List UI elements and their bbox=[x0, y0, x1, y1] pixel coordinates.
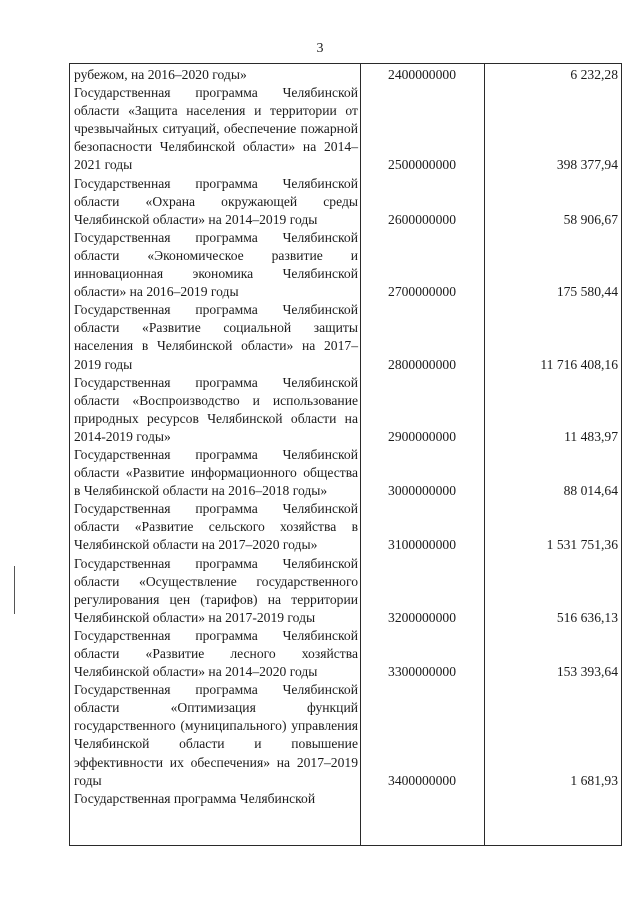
program-amount: 58 906,67 bbox=[563, 211, 618, 227]
program-amount: 88 014,64 bbox=[563, 483, 618, 499]
program-name: Государственная программа Челябинской области «Осуществление государственного регулирования цен (тарифов) на территории Челябинской области» на 2017-2019 годы bbox=[74, 555, 358, 625]
program-amount: 11 483,97 bbox=[564, 428, 618, 444]
table-row bbox=[70, 500, 623, 554]
program-code: 2700000000 bbox=[388, 284, 456, 300]
margin-scan-mark bbox=[14, 566, 15, 614]
program-name: рубежом, на 2016–2020 годы» bbox=[74, 67, 247, 82]
program-name: Государственная программа Челябинской области «Развитие сельского хозяйства в Челябинской области на 2017–2020 годы» bbox=[74, 501, 358, 553]
program-amount: 398 377,94 bbox=[556, 157, 618, 173]
table-row bbox=[70, 301, 623, 373]
table-rows bbox=[70, 66, 623, 808]
table-row bbox=[70, 175, 623, 229]
program-name: Государственная программа Челябинской области «Развитие лесного хозяйства Челябинской области» на 2014–2020 годы bbox=[74, 627, 358, 680]
program-amount: 11 716 408,16 bbox=[540, 356, 618, 372]
table-row bbox=[70, 374, 623, 446]
program-name: Государственная программа Челябинской области «Развитие социальной защиты населения в Челябинской области» на 2017–2019 годы bbox=[74, 302, 358, 372]
program-code: 3000000000 bbox=[388, 483, 456, 499]
program-name: Государственная программа Челябинской области «Воспроизводство и использование природных ресурсов Челябинской области на 2014-2019 годы» bbox=[74, 374, 358, 444]
program-amount: 6 232,28 bbox=[570, 67, 618, 82]
program-code: 2400000000 bbox=[388, 67, 456, 82]
table-row bbox=[70, 555, 623, 627]
table-row bbox=[70, 446, 623, 500]
table-row bbox=[70, 790, 623, 808]
program-code: 3200000000 bbox=[388, 609, 456, 625]
program-code: 2500000000 bbox=[388, 157, 456, 173]
program-name: Государственная программа Челябинской области «Охрана окружающей среды Челябинской области» на 2014–2019 годы bbox=[74, 175, 358, 227]
program-code: 3300000000 bbox=[388, 664, 456, 680]
program-code: 2900000000 bbox=[388, 428, 456, 444]
program-name: Государственная программа Челябинской области «Развитие информационного общества в Челябинской области на 2016–2018 годы» bbox=[74, 446, 358, 499]
budget-table bbox=[69, 63, 622, 846]
program-code: 3400000000 bbox=[388, 772, 456, 788]
table-row bbox=[70, 681, 623, 790]
table-row bbox=[70, 627, 623, 681]
program-code: 2600000000 bbox=[388, 211, 456, 227]
program-name: Государственная программа Челябинской области «Оптимизация функций государственного (муниципального) управления Челябинской области и повышение эффективности их обеспечения» на 2017–2019 годы bbox=[74, 682, 358, 788]
program-code: 3100000000 bbox=[388, 537, 456, 553]
page-number: 3 bbox=[316, 41, 324, 56]
program-amount: 1 681,93 bbox=[570, 772, 618, 788]
table-row bbox=[70, 229, 623, 301]
program-amount: 516 636,13 bbox=[556, 609, 618, 625]
program-code: 2800000000 bbox=[388, 356, 456, 372]
table-row bbox=[70, 84, 623, 174]
table-row bbox=[70, 66, 623, 84]
program-name: Государственная программа Челябинской области «Экономическое развитие и инновационная экономика Челябинской области» на 2016–2019 годы bbox=[74, 229, 358, 300]
program-amount: 1 531 751,36 bbox=[546, 537, 618, 553]
program-name: Государственная программа Челябинской bbox=[74, 790, 316, 806]
program-name: Государственная программа Челябинской области «Защита населения и территории от чрезвычайных ситуаций, обеспечение пожарной безопасности Челябинской области» на 2014–2021 годы bbox=[74, 85, 358, 173]
program-amount: 153 393,64 bbox=[556, 664, 618, 680]
program-amount: 175 580,44 bbox=[556, 284, 618, 300]
